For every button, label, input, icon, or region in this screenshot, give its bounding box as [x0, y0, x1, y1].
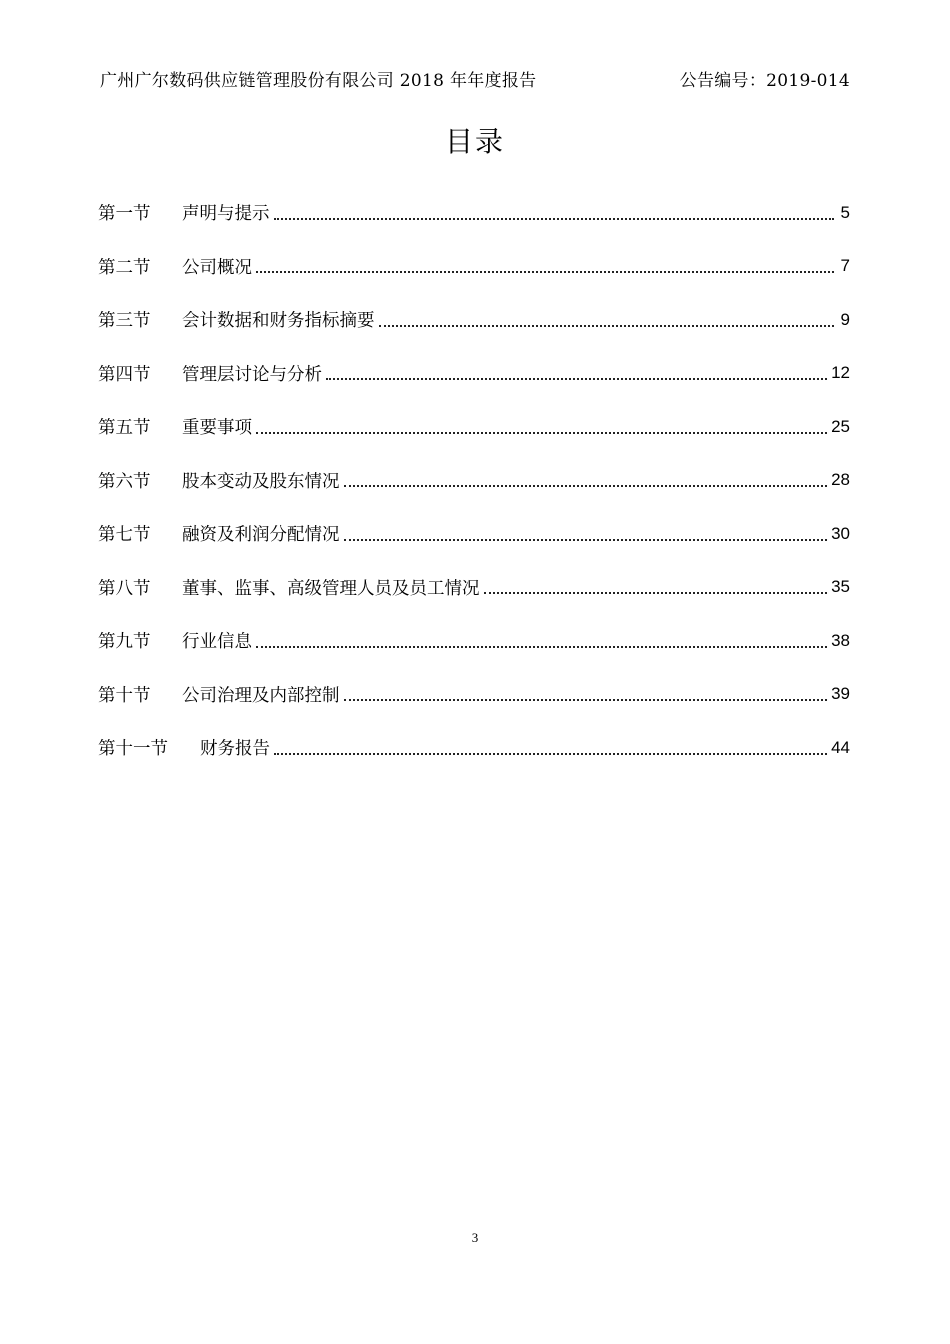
- toc-page-number: 28: [831, 470, 850, 490]
- dot-leader: [379, 325, 835, 327]
- dot-leader: [484, 592, 828, 594]
- report-title: 广州广尔数码供应链管理股份有限公司 2018 年年度报告: [100, 71, 537, 91]
- dot-leader: [274, 753, 827, 755]
- toc-section-title: 行业信息: [182, 632, 252, 653]
- toc-entry-5[interactable]: [98, 400, 850, 454]
- toc-page-number: 25: [831, 416, 850, 436]
- dot-leader: [274, 218, 835, 220]
- toc-section-label: 第五节: [98, 418, 151, 439]
- toc-entry-4[interactable]: [98, 347, 850, 401]
- toc-section-title: 财务报告: [200, 739, 270, 760]
- toc-entry-10[interactable]: [98, 668, 850, 722]
- toc-page-number: 9: [840, 309, 850, 329]
- toc-section-label: 第二节: [98, 257, 151, 278]
- toc-section-title: 公司概况: [182, 257, 252, 278]
- toc-section-label: 第一节: [98, 204, 151, 225]
- dot-leader: [256, 646, 827, 648]
- toc-entry-9[interactable]: [98, 614, 850, 668]
- table-of-contents: [98, 186, 850, 775]
- toc-entry-2[interactable]: [98, 240, 850, 294]
- page-header: [100, 66, 850, 96]
- toc-section-title: 声明与提示: [182, 204, 270, 225]
- toc-page-number: 38: [831, 630, 850, 650]
- toc-section-title: 董事、监事、高级管理人员及员工情况: [182, 578, 480, 599]
- dot-leader: [344, 699, 828, 701]
- toc-entry-6[interactable]: [98, 454, 850, 508]
- toc-entry-3[interactable]: [98, 293, 850, 347]
- page-title: 目录: [444, 125, 505, 158]
- toc-entry-11[interactable]: [98, 721, 850, 775]
- toc-section-title: 重要事项: [182, 418, 252, 439]
- dot-leader: [256, 432, 827, 434]
- toc-page-number: 30: [831, 523, 850, 543]
- announcement-number: 公告编号：2019-014: [679, 71, 850, 91]
- toc-section-title: 管理层讨论与分析: [182, 364, 322, 385]
- toc-section-title: 融资及利润分配情况: [182, 525, 340, 546]
- toc-page-number: 39: [831, 684, 850, 704]
- toc-section-label: 第七节: [98, 525, 151, 546]
- dot-leader: [256, 271, 834, 273]
- toc-entry-7[interactable]: [98, 507, 850, 561]
- toc-entry-1[interactable]: [98, 186, 850, 240]
- toc-section-label: 第八节: [98, 578, 151, 599]
- toc-section-label: 第四节: [98, 364, 151, 385]
- toc-page-number: 5: [840, 202, 850, 222]
- toc-page-number: 7: [840, 256, 850, 276]
- toc-section-label: 第六节: [98, 471, 151, 492]
- toc-section-title: 会计数据和财务指标摘要: [182, 311, 375, 332]
- dot-leader: [344, 539, 828, 541]
- page-footer-number: 3: [471, 1230, 479, 1245]
- dot-leader: [326, 378, 827, 380]
- toc-section-title: 股本变动及股东情况: [182, 471, 340, 492]
- toc-section-title: 公司治理及内部控制: [182, 685, 340, 706]
- toc-page-number: 35: [831, 577, 850, 597]
- toc-section-label: 第十节: [98, 685, 151, 706]
- toc-section-label: 第三节: [98, 311, 151, 332]
- toc-page-number: 12: [831, 363, 850, 383]
- dot-leader: [344, 485, 828, 487]
- toc-section-label: 第九节: [98, 632, 151, 653]
- toc-page-number: 44: [831, 737, 850, 757]
- toc-section-label: 第十一节: [98, 739, 168, 760]
- toc-entry-8[interactable]: [98, 561, 850, 615]
